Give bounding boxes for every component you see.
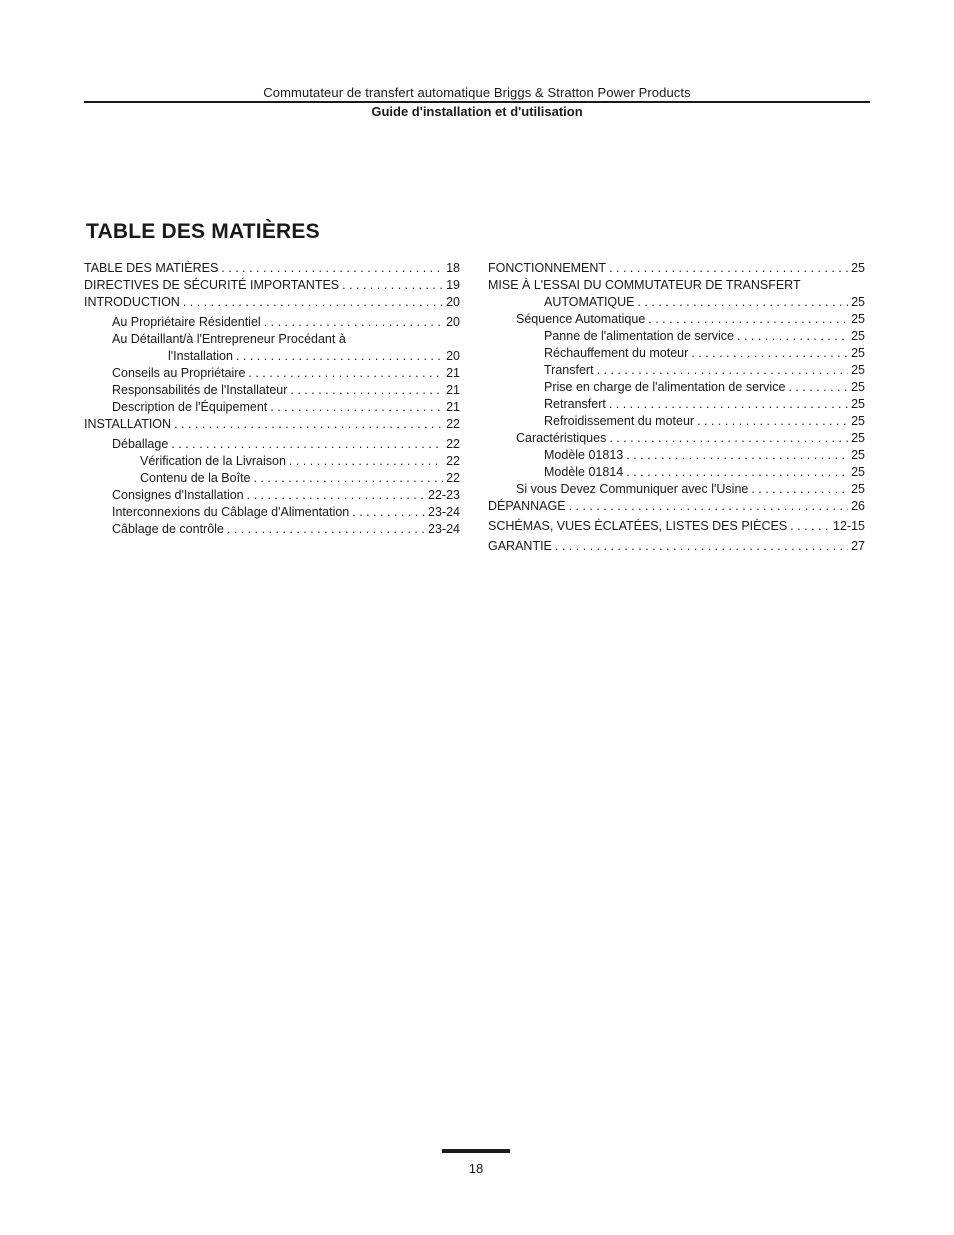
- toc-entry-page: 21: [446, 383, 460, 397]
- toc-leader-dots: [697, 413, 848, 430]
- toc-entry-label: Réchauffement du moteur: [544, 346, 689, 360]
- toc-entry-continued: [84, 331, 460, 348]
- toc-entry-label: Panne de l'alimentation de service: [544, 329, 735, 343]
- toc-entry-label: Au Détaillant/à l'Entrepreneur Procédant à: [112, 332, 346, 346]
- toc-entry-page: 25: [851, 397, 865, 411]
- toc-entry-label: Modèle 01814: [544, 465, 624, 479]
- toc-entry: [84, 521, 460, 538]
- toc-entry: [488, 430, 865, 447]
- toc-leader-dots: [342, 277, 443, 294]
- toc-entry-label: Vérification de la Livraison: [140, 454, 286, 468]
- toc-leader-dots: [751, 481, 848, 498]
- toc-entry-label: Si vous Devez Communiquer avec l'Usine: [516, 482, 749, 496]
- toc-leader-dots: [221, 260, 443, 277]
- page-number: 18: [468, 1161, 484, 1176]
- toc-entry-label: GARANTIE: [488, 539, 552, 553]
- toc-entry-page: 25: [851, 312, 865, 326]
- toc-leader-dots: [236, 348, 443, 365]
- toc-leader-dots: [254, 470, 444, 487]
- toc-entry: [488, 396, 865, 413]
- toc-entry-label: MISE À L'ESSAI DU COMMUTATEUR DE TRANSFERT: [488, 278, 801, 292]
- toc-entry: [488, 447, 865, 464]
- toc-leader-dots: [290, 382, 443, 399]
- toc-entry: [488, 379, 865, 396]
- toc-leader-dots: [609, 260, 848, 277]
- toc-leader-dots: [248, 365, 443, 382]
- toc-entry-page: 25: [851, 431, 865, 445]
- toc-leader-dots: [597, 362, 849, 379]
- toc-entry-label: AUTOMATIQUE: [544, 295, 635, 309]
- toc-entry-page: 25: [851, 482, 865, 496]
- footer-bar: [442, 1149, 510, 1153]
- toc-entry-page: 25: [851, 465, 865, 479]
- toc-entry-page: 25: [851, 346, 865, 360]
- toc-entry-label: Responsabilités de l'Installateur: [112, 383, 288, 397]
- toc-entry-label: Séquence Automatique: [516, 312, 646, 326]
- toc-entry-page: 25: [851, 380, 865, 394]
- toc-leader-dots: [289, 453, 443, 470]
- toc-entry-page: 23-24: [428, 522, 460, 536]
- toc-leader-dots: [171, 436, 443, 453]
- toc-entry-page: 22: [446, 417, 460, 431]
- toc-entry-label: Câblage de contrôle: [112, 522, 224, 536]
- toc-leader-dots: [609, 396, 848, 413]
- header-title: Commutateur de transfert automatique Briggs & Stratton Power Products: [263, 85, 691, 100]
- toc-leader-dots: [626, 447, 848, 464]
- toc-entry-label: Conseils au Propriétaire: [112, 366, 246, 380]
- toc-entry-page: 21: [446, 400, 460, 414]
- toc-leader-dots: [174, 416, 443, 433]
- toc-leader-dots: [264, 314, 443, 331]
- toc-entry: [84, 348, 460, 365]
- toc-entry-page: 25: [851, 414, 865, 428]
- toc-leader-dots: [790, 518, 830, 535]
- header-subtitle: Guide d'installation et d'utilisation: [371, 104, 583, 119]
- toc-right-column: [488, 260, 865, 555]
- toc-entry: [84, 294, 460, 311]
- toc-entry-page: 22: [446, 471, 460, 485]
- toc-entry-page: 25: [851, 448, 865, 462]
- toc-leader-dots: [691, 345, 848, 362]
- toc-entry: [84, 277, 460, 294]
- toc-entry-page: 20: [446, 315, 460, 329]
- toc-leader-dots: [555, 538, 848, 555]
- toc-entry-label: DÉPANNAGE: [488, 499, 566, 513]
- toc-leader-dots: [638, 294, 849, 311]
- toc-leader-dots: [270, 399, 443, 416]
- toc-entry: [488, 328, 865, 345]
- toc-entry-label: FONCTIONNEMENT: [488, 261, 607, 275]
- toc-entry-label: Description de l'Équipement: [112, 400, 268, 414]
- toc-leader-dots: [352, 504, 425, 521]
- toc-entry-label: l'Installation: [168, 349, 233, 363]
- toc-entry: [488, 413, 865, 430]
- toc-entry-page: 18: [446, 261, 460, 275]
- toc-entry-page: 20: [446, 349, 460, 363]
- toc-entry-label: TABLE DES MATIÈRES: [84, 261, 219, 275]
- toc-entry-page: 20: [446, 295, 460, 309]
- toc-entry: [84, 314, 460, 331]
- toc-entry-page: 22: [446, 454, 460, 468]
- toc-entry-page: 25: [851, 295, 865, 309]
- toc-entry-page: 25: [851, 329, 865, 343]
- header-title-wrap: [84, 84, 870, 101]
- toc-entry-label: Déballage: [112, 437, 169, 451]
- toc-entry-label: SCHÉMAS, VUES ÉCLATÉES, LISTES DES PIÈCES: [488, 519, 788, 533]
- toc-entry: [84, 399, 460, 416]
- toc-entry: [488, 260, 865, 277]
- toc-entry: [488, 498, 865, 515]
- toc-entry: [84, 453, 460, 470]
- toc-entry: [488, 518, 865, 535]
- toc-entry-page: 25: [851, 261, 865, 275]
- toc-entry-label: Consignes d'Installation: [112, 488, 244, 502]
- toc-entry: [84, 416, 460, 433]
- toc-entry-page: 22-23: [428, 488, 460, 502]
- toc-leader-dots: [247, 487, 425, 504]
- toc-entry: [488, 464, 865, 481]
- toc-entry-label: Transfert: [544, 363, 594, 377]
- toc-leader-dots: [737, 328, 848, 345]
- toc-left-column: [84, 260, 460, 538]
- toc-entry-label: INTRODUCTION: [84, 295, 180, 309]
- toc-entry-page: 19: [446, 278, 460, 292]
- toc-entry: [488, 345, 865, 362]
- toc-entry-label: INSTALLATION: [84, 417, 172, 431]
- toc-entry: [488, 538, 865, 555]
- toc-entry-continued: [488, 277, 865, 294]
- toc-entry: [84, 365, 460, 382]
- toc-entry-label: Prise en charge de l'alimentation de service: [544, 380, 786, 394]
- toc-entry-label: DIRECTIVES DE SÉCURITÉ IMPORTANTES: [84, 278, 340, 292]
- toc-entry: [488, 311, 865, 328]
- toc-entry-label: Modèle 01813: [544, 448, 624, 462]
- toc-entry-label: Retransfert: [544, 397, 606, 411]
- toc-entry: [84, 382, 460, 399]
- toc-entry-page: 26: [851, 499, 865, 513]
- toc-entry-label: Refroidissement du moteur: [544, 414, 695, 428]
- toc-leader-dots: [648, 311, 848, 328]
- toc-leader-dots: [569, 498, 849, 515]
- toc-entry: [84, 487, 460, 504]
- toc-leader-dots: [227, 521, 425, 538]
- toc-entry: [84, 470, 460, 487]
- toc-entry: [84, 504, 460, 521]
- toc-entry-page: 12-15: [833, 519, 865, 533]
- toc-entry: [84, 436, 460, 453]
- toc-entry-page: 27: [851, 539, 865, 553]
- toc-entry: [488, 481, 865, 498]
- toc-entry-label: Caractéristiques: [516, 431, 607, 445]
- toc-leader-dots: [609, 430, 848, 447]
- toc-entry-label: Au Propriétaire Résidentiel: [112, 315, 261, 329]
- toc-entry-page: 23-24: [428, 505, 460, 519]
- toc-entry-page: 25: [851, 363, 865, 377]
- toc-entry-page: 22: [446, 437, 460, 451]
- toc-leader-dots: [183, 294, 443, 311]
- toc-leader-dots: [626, 464, 848, 481]
- toc-entry: [488, 294, 865, 311]
- toc-entry: [84, 260, 460, 277]
- toc-leader-dots: [788, 379, 848, 396]
- toc-entry-label: Contenu de la Boîte: [140, 471, 251, 485]
- toc-entry: [488, 362, 865, 379]
- toc-entry-label: Interconnexions du Câblage d'Alimentation: [112, 505, 350, 519]
- toc-entry-page: 21: [446, 366, 460, 380]
- page-title: TABLE DES MATIÈRES: [86, 220, 320, 243]
